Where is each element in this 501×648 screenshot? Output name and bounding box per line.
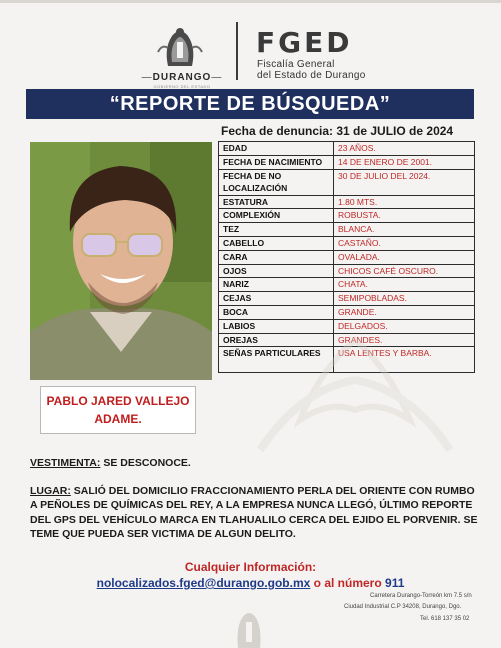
detail-value: USA LENTES Y BARBA.	[334, 347, 475, 373]
fged-subtitle-line2: del Estado de Durango	[257, 70, 366, 81]
detail-label: CARA	[219, 250, 334, 264]
address-line3: Tel. 618 137 35 02	[420, 616, 470, 622]
table-row	[219, 278, 475, 292]
header-divider	[236, 22, 238, 80]
detail-value: BLANCA.	[334, 223, 475, 237]
contact-title: Cualquier Información:	[184, 560, 317, 574]
person-name-line1: PABLO JARED VALLEJO	[46, 394, 190, 408]
detail-value: GRANDES.	[334, 333, 475, 347]
table-row	[219, 292, 475, 306]
durango-logo-text: —DURANGO—	[141, 72, 223, 83]
detail-value: 23 AÑOS.	[334, 142, 475, 156]
contact-line	[0, 576, 501, 590]
detail-label: TEZ	[219, 223, 334, 237]
clothing-section	[30, 456, 191, 470]
person-photo	[30, 142, 212, 380]
detail-label: BOCA	[219, 305, 334, 319]
clothing-label: VESTIMENTA:	[30, 457, 101, 469]
detail-label: COMPLEXIÓN	[219, 209, 334, 223]
person-name-line2: ADAME.	[94, 412, 142, 426]
durango-logo-subtext: GOBIERNO DEL ESTADO	[153, 84, 211, 89]
detail-label: LABIOS	[219, 319, 334, 333]
address-line2: Ciudad Industrial C.P 34208, Durango, Dgo.	[344, 604, 462, 610]
detail-label: OREJAS	[219, 333, 334, 347]
contact-middle-text: o al número	[310, 576, 386, 590]
place-text: SALIÓ DEL DOMICILIO FRACCIONAMIENTO PERLA DEL ORIENTE CON RUMBO A PEÑOLES DE QUÍMICAS DEL REY, A LA EMPRESA NUNCA LLEGÓ, ÚLTIMO REPORTE DEL GPS DEL VEHÍCULO MARCA EN TLAHUALILO CERCA DEL EJIDO EL PORVENIR. SE TEME QUE PUEDA SER VICTIMA DE ALGUN DELITO.	[30, 485, 478, 541]
detail-value: DELGADOS.	[334, 319, 475, 333]
detail-label: FECHA DE NACIMIENTO	[219, 155, 334, 169]
table-row	[219, 223, 475, 237]
header	[0, 18, 501, 89]
detail-value: SEMIPOBLADAS.	[334, 292, 475, 306]
watermark-emblem-icon	[240, 330, 470, 460]
detail-label: SEÑAS PARTICULARES	[219, 347, 334, 373]
table-row	[219, 236, 475, 250]
detail-label: NARIZ	[219, 278, 334, 292]
detail-value: CASTAÑO.	[334, 236, 475, 250]
table-row	[219, 209, 475, 223]
table-row	[219, 250, 475, 264]
detail-label: FECHA DE NO LOCALIZACIÓN	[219, 169, 334, 195]
table-row	[219, 169, 475, 195]
detail-value: 1.80 MTS.	[334, 195, 475, 209]
clothing-value: SE DESCONOCE.	[103, 457, 191, 469]
place-label: LUGAR:	[30, 485, 71, 497]
top-border	[0, 0, 501, 3]
detail-label: CEJAS	[219, 292, 334, 306]
detail-value: ROBUSTA.	[334, 209, 475, 223]
bottom-seal-icon	[226, 606, 272, 648]
address-line1: Carretera Durango-Torreón km 7.5 s/n	[370, 593, 472, 599]
fged-subtitle-line1: Fiscalía General	[257, 59, 335, 70]
detail-label: OJOS	[219, 264, 334, 278]
detail-label: EDAD	[219, 142, 334, 156]
detail-label: CABELLO	[219, 236, 334, 250]
detail-label: ESTATURA	[219, 195, 334, 209]
table-row	[219, 195, 475, 209]
table-row	[219, 264, 475, 278]
fged-logo: FGED	[256, 26, 353, 59]
detail-value: GRANDE.	[334, 305, 475, 319]
durango-seal-icon	[150, 22, 210, 70]
table-row	[219, 155, 475, 169]
report-title: “REPORTE DE BÚSQUEDA”	[26, 89, 474, 119]
contact-phone[interactable]: 911	[385, 576, 405, 590]
person-name-box	[40, 386, 196, 434]
detail-value: 14 DE ENERO DE 2001.	[334, 155, 475, 169]
table-row	[219, 142, 475, 156]
detail-value: CHICOS CAFÉ OSCURO.	[334, 264, 475, 278]
report-date: Fecha de denuncia: 31 de JULIO de 2024	[221, 124, 454, 138]
detail-value: OVALADA.	[334, 250, 475, 264]
detail-value: 30 DE JULIO DEL 2024.	[334, 169, 475, 195]
table-row	[219, 305, 475, 319]
place-section	[30, 484, 478, 542]
contact-email-link[interactable]: nolocalizados.fged@durango.gob.mx	[96, 576, 311, 590]
detail-value: CHATA.	[334, 278, 475, 292]
